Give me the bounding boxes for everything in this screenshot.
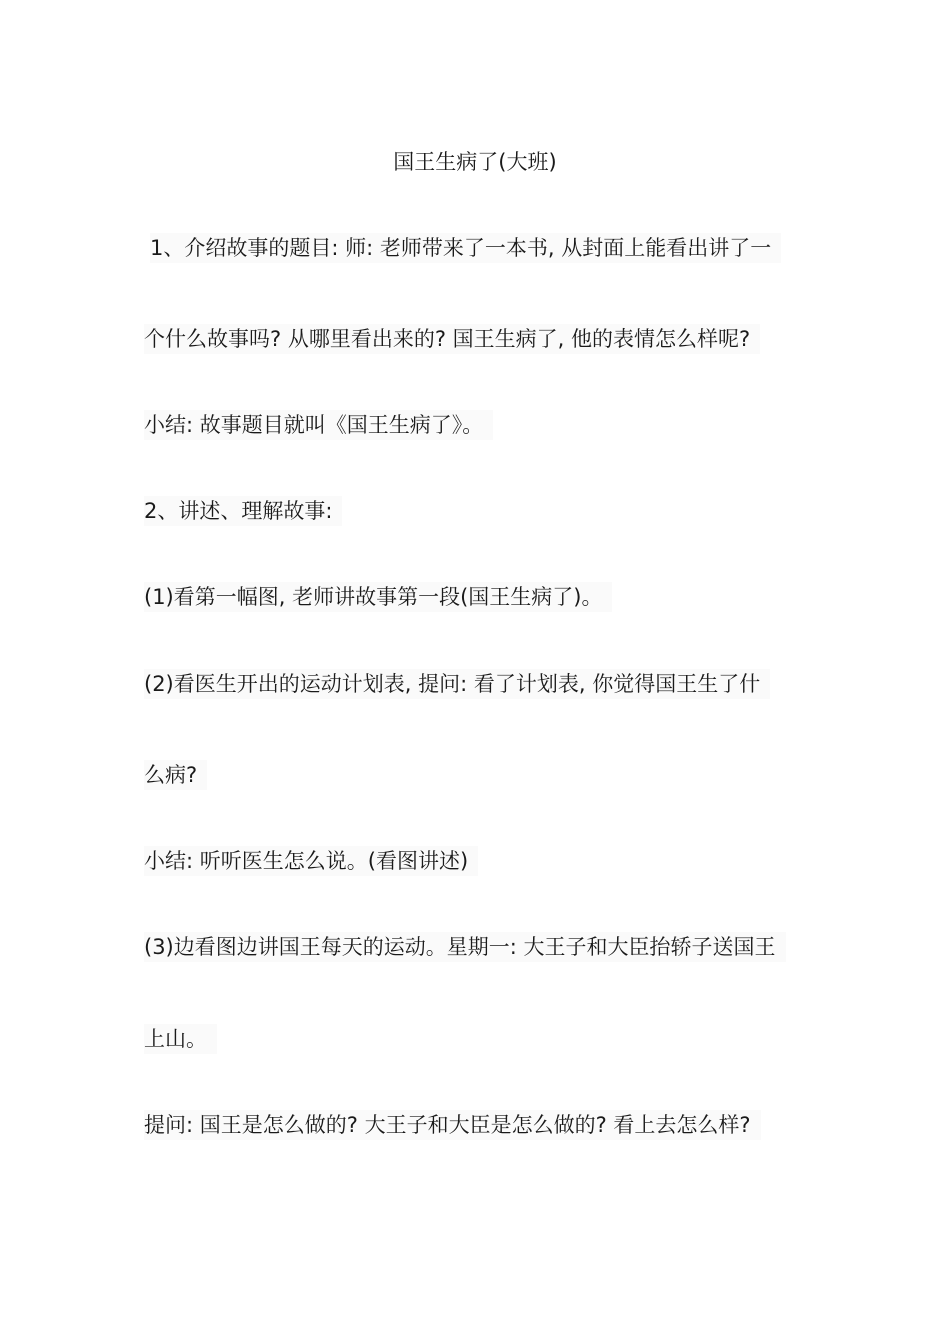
text-line: (1)看第一幅图, 老师讲故事第一段(国王生病了)。: [144, 582, 612, 612]
text-line: 上山。: [144, 1024, 217, 1054]
text-line: 提问: 国王是怎么做的? 大王子和大臣是怎么做的? 看上去怎么样?: [144, 1110, 761, 1140]
text-line: 2、讲述、理解故事:: [144, 496, 342, 526]
text-line: 小结: 听听医生怎么说。(看图讲述): [144, 846, 478, 876]
text-line: (3)边看图边讲国王每天的运动。星期一: 大王子和大臣抬轿子送国王: [144, 932, 786, 962]
text-line: 个什么故事吗? 从哪里看出来的? 国王生病了, 他的表情怎么样呢?: [144, 324, 760, 354]
document-title: 国王生病了(大班): [393, 150, 557, 174]
text-line: 么病?: [144, 760, 207, 790]
text-line: (2)看医生开出的运动计划表, 提问: 看了计划表, 你觉得国王生了什: [144, 669, 770, 699]
text-line: 1、介绍故事的题目: 师: 老师带来了一本书, 从封面上能看出讲了一: [150, 233, 781, 263]
text-line: 小结: 故事题目就叫《国王生病了》。: [144, 410, 493, 440]
